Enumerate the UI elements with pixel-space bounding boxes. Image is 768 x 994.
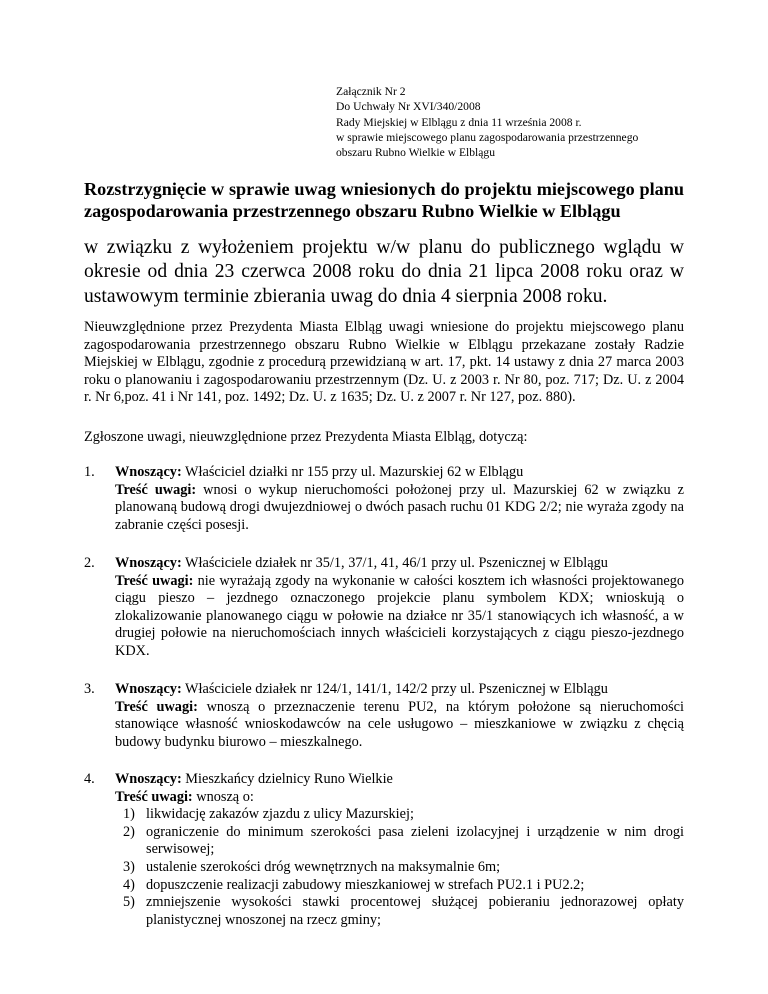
objection-content: wnoszą o przeznaczenie terenu PU2, na którym położone są nieruchomości stanowiące własność wnioskodawców na cele usługowo – mieszkaniowe w związku z chęcią budowy budynku biurowo – mieszkalnego.: [115, 698, 684, 750]
annex-line: Do Uchwały Nr XVI/340/2008: [336, 100, 481, 114]
sublist-number: 2): [123, 823, 135, 840]
objection-item: [84, 555, 684, 661]
sublist-item: [115, 806, 684, 824]
sublist-item: [115, 859, 684, 877]
sublist-item: [115, 894, 684, 929]
objection-submitter: Właściciele działek nr 124/1, 141/1, 142/2 przy ul. Pszenicznej w Elblągu: [185, 681, 608, 697]
objection-content-line: [115, 482, 684, 535]
sublist-text: ograniczenie do minimum szerokości pasa zieleni izolacyjnej i urządzenie w nim drogi serwisowej;: [146, 823, 684, 858]
objection-body: [115, 555, 684, 661]
submitter-label: Wnoszący:: [115, 681, 182, 697]
intro-paragraph: Nieuwzględnione przez Prezydenta Miasta Elbląg uwagi wniesione do projektu miejscowego planu zagospodarowania przestrzennego obszaru Rubno Wielkie w Elblągu przekazane zostały Radzie Miejskiej w Elblągu, zgodnie z procedurą przewidzianą w art. 17, pkt. 14 ustawy z dnia 27 marca 2003 roku o planowaniu i zagospodarowaniu przestrzennym (Dz. U. z 2003 r. Nr 80, poz. 717; Dz. U. z 2004 r. Nr 6,poz. 41 i Nr 141, poz. 1492; Dz. U. z 1635; Dz. U. z 2007 r. Nr 127, poz. 880).: [84, 319, 684, 406]
objection-body: [115, 771, 684, 929]
document-subtitle: w związku z wyłożeniem projektu w/w planu do publicznego wglądu w okresie od dnia 23 czerwca 2008 roku do dnia 21 lipca 2008 roku oraz w ustawowym terminie zbierania uwag do dnia 4 sierpnia 2008 roku.: [84, 237, 684, 307]
objection-content: nie wyrażają zgody na wykonanie w całości kosztem ich własności projektowanego ciągu pieszo – jezdnego oznaczonego projekcie planu symbolem KDX; wnioskują o zlokalizowanie planowanego ciągu w połowie na działce nr 35/1 stanowiących ich własność, a w drugiej połowie na nieruchomościach innych właścicieli korzystających z ciągu pieszo-jezdnego KDX.: [115, 572, 684, 659]
annex-line: Załącznik Nr 2: [336, 85, 406, 98]
sublist-text: dopuszczenie realizacji zabudowy mieszkaniowej w strefach PU2.1 i PU2.2;: [146, 876, 585, 893]
objection-number: 3.: [84, 681, 95, 697]
annex-header: [336, 84, 716, 160]
submitter-label: Wnoszący:: [115, 771, 182, 787]
objection-number: 4.: [84, 771, 95, 787]
sublist-number: 3): [123, 858, 135, 875]
sublist-number: 5): [123, 894, 135, 911]
sublist-item: [115, 877, 684, 895]
objection-body: [115, 681, 684, 751]
sublist-number: 4): [123, 876, 135, 893]
objection-submitter: Właściciel działki nr 155 przy ul. Mazurskiej 62 w Elblągu: [185, 464, 524, 480]
objection-content-line: [115, 699, 684, 752]
objection-body: [115, 464, 684, 534]
objection-item: [84, 771, 684, 929]
content-label: Treść uwagi:: [115, 788, 193, 805]
annex-line: w sprawie miejscowego planu zagospodarowania przestrzennego: [336, 130, 639, 144]
sublist-text: ustalenie szerokości dróg wewnętrznych na maksymalnie 6m;: [146, 858, 501, 875]
objection-submitter: Mieszkańcy dzielnicy Runo Wielkie: [185, 771, 393, 787]
objection-content-line: [115, 573, 684, 661]
objection-submitter-line: [115, 681, 684, 699]
objection-submitter-line: [115, 464, 684, 482]
objection-number: 2.: [84, 555, 95, 571]
sublist-text: zmniejszenie wysokości stawki procentowej służącej pobieraniu jednorazowej opłaty planistycznej wnoszonej na rzecz gminy;: [146, 894, 684, 928]
objection-submitter-line: [115, 555, 684, 573]
objection-submitter: Właściciele działek nr 35/1, 37/1, 41, 46/1 przy ul. Pszenicznej w Elblągu: [185, 555, 608, 571]
objection-content: wnoszą o:: [196, 788, 254, 805]
objection-item: [84, 464, 684, 534]
objection-item: [84, 681, 684, 751]
objection-submitter-line: [115, 771, 684, 789]
submitter-label: Wnoszący:: [115, 555, 182, 571]
sublist-text: likwidację zakazów zjazdu z ulicy Mazurskiej;: [146, 806, 414, 823]
annex-line: Rady Miejskiej w Elblągu z dnia 11 września 2008 r.: [336, 115, 582, 129]
objection-sublist: [115, 806, 684, 929]
document-title: Rozstrzygnięcie w sprawie uwag wniesionych do projektu miejscowego planu zagospodarowania przestrzennego obszaru Rubno Wielkie w Elblągu: [84, 179, 684, 221]
objection-content: wnosi o wykup nieruchomości położonej przy ul. Mazurskiej 62 w związku z planowaną budową drogi dwujezdniowej o dwóch pasach ruchu 01 KDG 2/2; nie wyraża zgody na zabranie części posesji.: [115, 481, 685, 533]
content-label: Treść uwagi:: [115, 572, 194, 589]
submitter-label: Wnoszący:: [115, 464, 182, 480]
annex-line: obszaru Rubno Wielkie w Elblągu: [336, 146, 496, 160]
sublist-item: [115, 824, 684, 859]
sublist-number: 1): [123, 806, 135, 823]
objection-number: 1.: [84, 464, 95, 480]
content-label: Treść uwagi:: [115, 481, 197, 498]
content-label: Treść uwagi:: [115, 698, 198, 715]
lead-paragraph: Zgłoszone uwagi, nieuwzględnione przez Prezydenta Miasta Elbląg, dotyczą:: [84, 429, 528, 445]
objection-content-line: [115, 789, 684, 807]
